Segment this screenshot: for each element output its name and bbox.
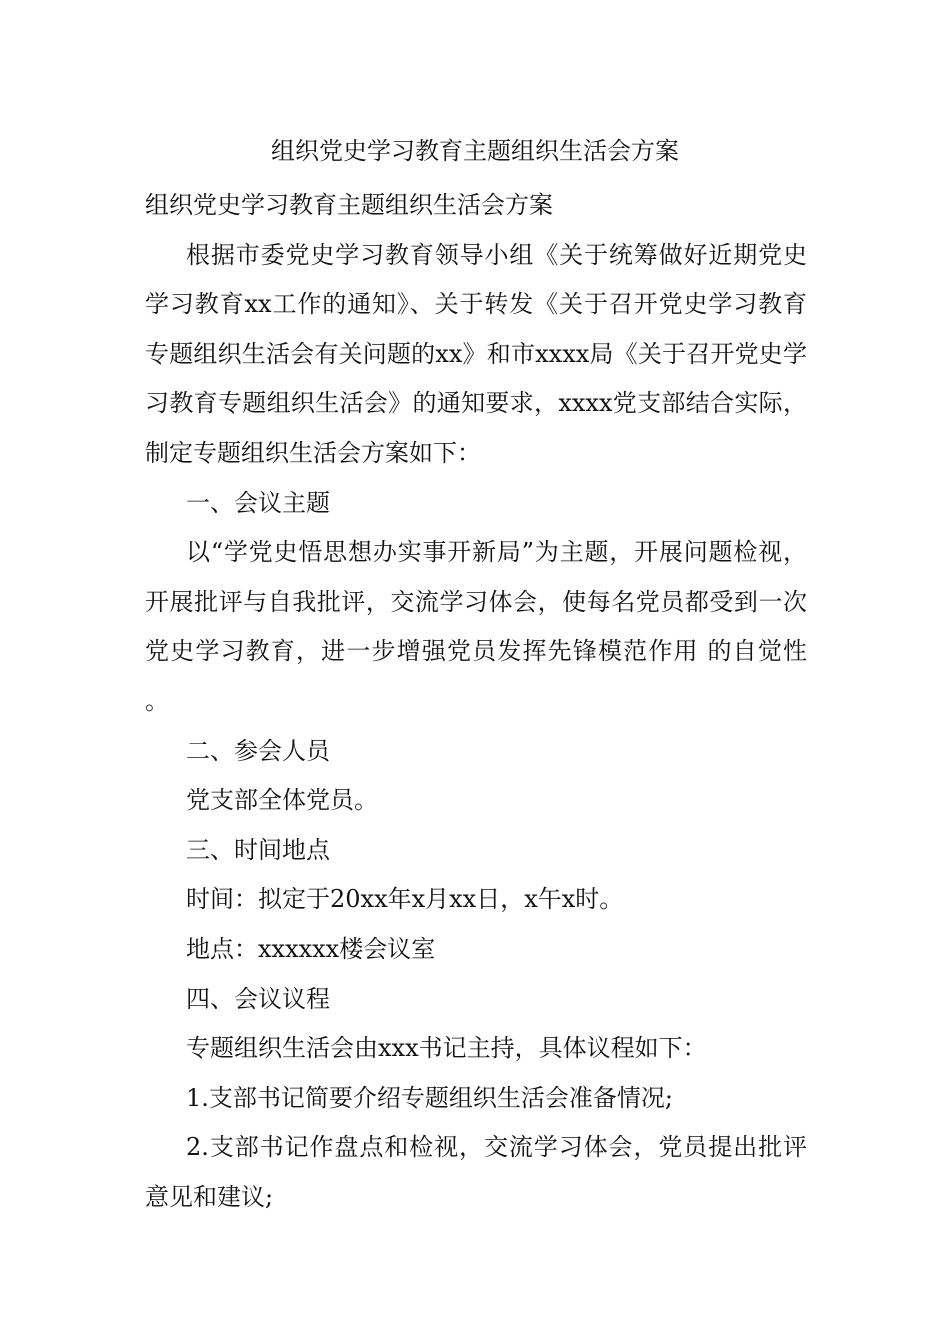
document-title: 组织党史学习教育主题组织生活会方案	[271, 137, 679, 165]
participants-paragraph: 党支部全体党员。	[186, 786, 378, 815]
agenda-item-2: 2.支部书记作盘点和检视，交流学习体会，党员提出批评意见和建议;	[145, 1133, 807, 1211]
section-heading-participants: 二、参会人员	[186, 736, 330, 765]
subtitle-paragraph: 组织党史学习教育主题组织生活会方案	[145, 191, 553, 219]
section-heading-time-place: 三、时间地点	[186, 835, 330, 864]
place-paragraph: 地点：xxxxxx楼会议室	[186, 934, 436, 963]
agenda-intro-paragraph: 专题组织生活会由xxx书记主持，具体议程如下：	[186, 1034, 707, 1063]
agenda-item-1: 1.支部书记简要介绍专题组织生活会准备情况;	[186, 1083, 673, 1112]
document-body	[145, 181, 807, 1222]
intro-paragraph: 根据市委党史学习教育领导小组《关于统筹做好近期党史学习教育xx工作的通知》、关于转发《关于召开党史学习教育专题组织生活会有关问题的xx》和市xxxx局《关于召开党史学习教育专题组织生活会》的通知要求，xxxx党支部结合实际，制定专题组织生活会方案如下：	[145, 240, 807, 467]
section-heading-theme: 一、会议主题	[186, 488, 330, 517]
section-heading-agenda: 四、会议议程	[186, 984, 330, 1013]
time-paragraph: 时间：拟定于20xx年x月xx日，x午x时。	[186, 885, 624, 914]
theme-paragraph: 以“学党史悟思想办实事开新局”为主题，开展问题检视，开展批评与自我批评，交流学习体会，使每名党员都受到一次党史学习教育，进一步增强党员发挥先锋模范作用 的自觉性 。	[145, 538, 807, 715]
